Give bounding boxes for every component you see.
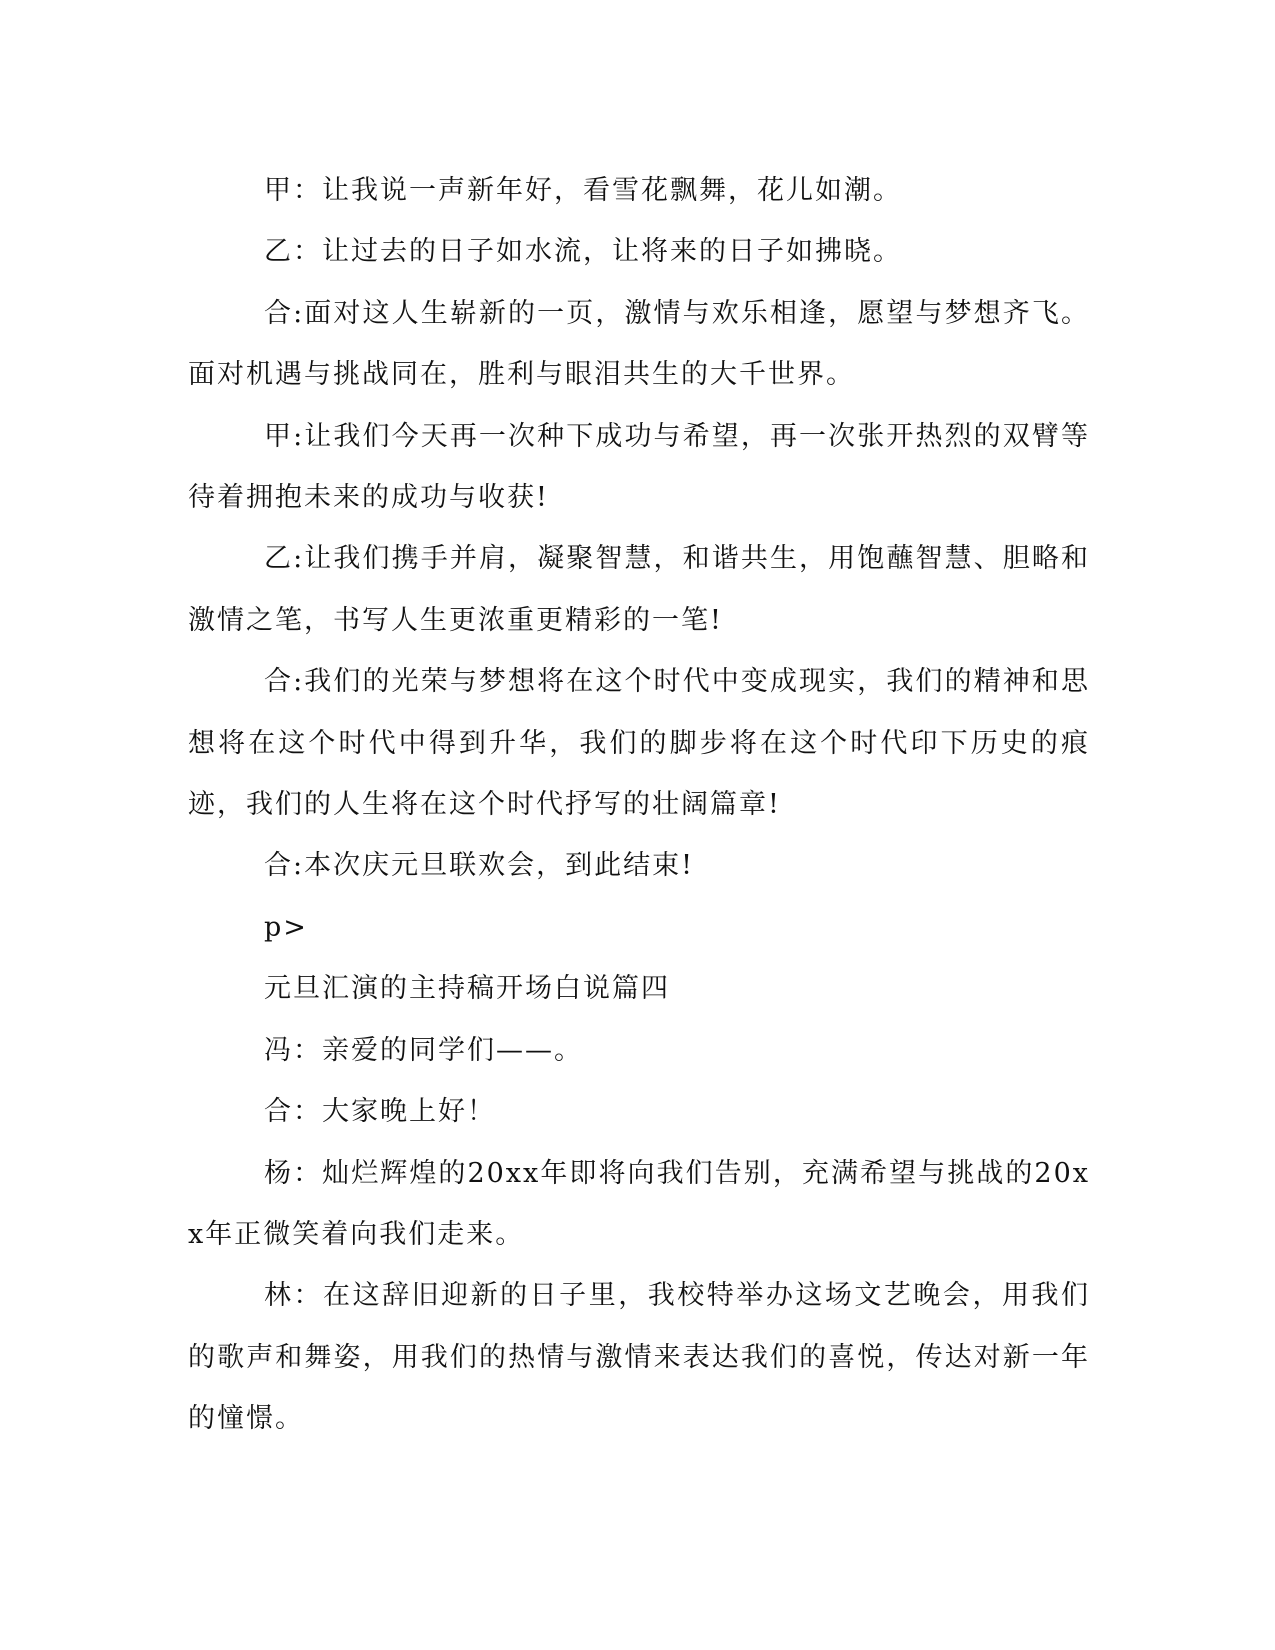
dialogue-line-he-3: 合:本次庆元旦联欢会，到此结束! bbox=[264, 850, 694, 882]
dialogue-line-he-1: 合:面对这人生崭新的一页，激情与欢乐相逢，愿望与梦想齐飞。面对机遇与挑战同在，胜利与眼泪共生的大千世界。 bbox=[188, 297, 1090, 391]
document-body bbox=[188, 160, 1090, 1450]
dialogue-line-jia-1: 甲：让我说一声新年好，看雪花飘舞，花儿如潮。 bbox=[264, 175, 902, 206]
stray-markup-text: p> bbox=[264, 911, 308, 943]
section-title: 元旦汇演的主持稿开场白说篇四 bbox=[264, 973, 670, 1005]
dialogue-line-feng-1: 冯：亲爱的同学们——。 bbox=[264, 1034, 583, 1066]
dialogue-line-lin-1: 林：在这辞旧迎新的日子里，我校特举办这场文艺晚会，用我们的歌声和舞姿，用我们的热情与激情来表达我们的喜悦，传达对新一年的憧憬。 bbox=[188, 1280, 1090, 1435]
dialogue-line-yang-1: 杨：灿烂辉煌的20xx年即将向我们告别，充满希望与挑战的20xx年正微笑着向我们走来。 bbox=[188, 1157, 1090, 1250]
dialogue-line-jia-2: 甲:让我们今天再一次种下成功与希望，再一次张开热烈的双臂等待着拥抱未来的成功与收获! bbox=[188, 420, 1090, 514]
dialogue-line-yi-2: 乙:让我们携手并肩，凝聚智慧，和谐共生，用饱蘸智慧、胆略和激情之笔，书写人生更浓重更精彩的一笔! bbox=[188, 543, 1090, 636]
dialogue-line-he-4: 合：大家晚上好！ bbox=[264, 1096, 496, 1128]
dialogue-line-yi-1: 乙：让过去的日子如水流，让将来的日子如拂晓。 bbox=[264, 236, 902, 268]
dialogue-line-he-2: 合:我们的光荣与梦想将在这个时代中变成现实，我们的精神和思想将在这个时代中得到升华，我们的脚步将在这个时代印下历史的痕迹，我们的人生将在这个时代抒写的壮阔篇章! bbox=[188, 666, 1090, 821]
